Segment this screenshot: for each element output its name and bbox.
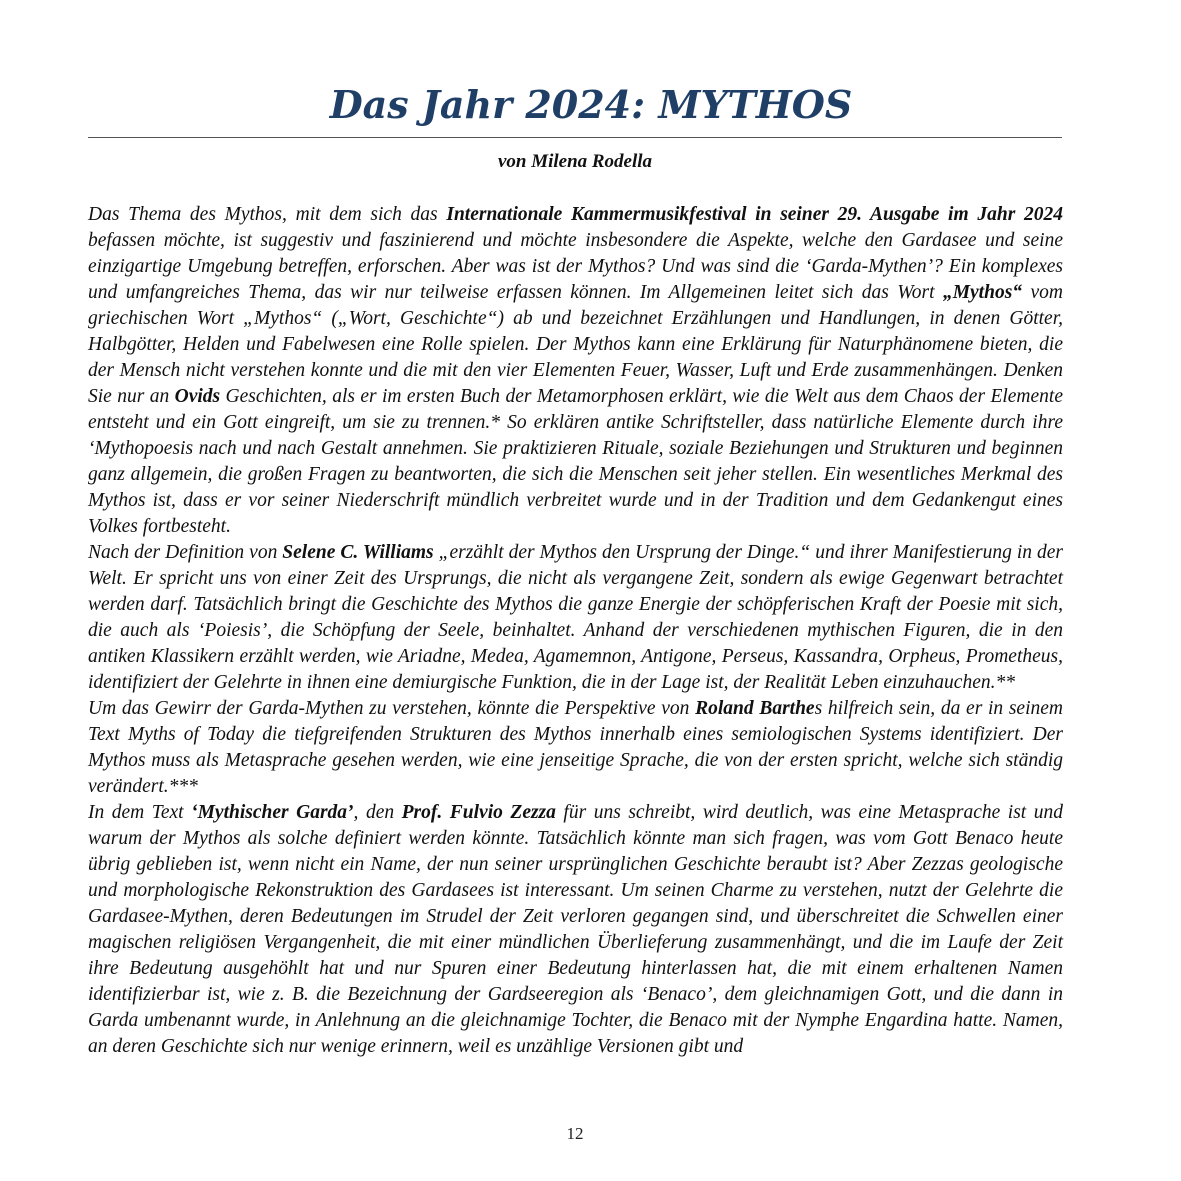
article-body (88, 202, 1063, 1060)
text-run: In dem Text (88, 802, 192, 823)
paragraph-3 (88, 696, 1063, 800)
text-run: s hilfreich sein, da er in seinem Text Myths of Today die tiefgreifenden Strukturen des Mythos innerhalb eines semiologischen Systems identifiziert. Der Mythos muss als Metasprache gesehen werden, wie eine jenseitige Sprache, die von der ersten spricht, welche sich ständig verändert.*** (88, 698, 1063, 797)
page-number: 12 (566, 1124, 584, 1143)
text-run: „erzählt der Mythos den Ursprung der Dinge.“ und ihrer Manifestierung in der Welt. Er spricht uns von einer Zeit des Ursprungs, die nicht als vergangene Zeit, sondern als ewige Gegenwart betrachtet werden darf. Tatsächlich bringt die Geschichte des Mythos die ganze Energie der schöpferischen Kraft der Poesie mit sich, die auch als ‘Poiesis’, die Schöpfung der Seele, beinhaltet. Anhand der verschiedenen mythischen Figuren, die in den antiken Klassikern erzählt werden, wie Ariadne, Medea, Agamemnon, Antigone, Perseus, Kassandra, Orpheus, Prometheus, identifiziert der Gelehrte in ihnen eine demiurgische Funktion, die in der Lage ist, der Realität Leben einzuhauchen.** (88, 542, 1063, 693)
text-run: Um das Gewirr der Garda-Mythen zu verstehen, könnte die Perspektive von (88, 698, 696, 719)
emphasis-williams: Selene C. Williams (282, 542, 434, 563)
paragraph-2 (88, 540, 1063, 696)
page-title: Das Jahr 2024: MYTHOS (329, 82, 853, 127)
emphasis-zezza: Prof. Fulvio Zezza (401, 802, 556, 823)
emphasis-mythos: „Mythos“ (942, 282, 1023, 303)
text-run: für uns schreibt, wird deutlich, was eine Metasprache ist und warum der Mythos als solche definiert werden könnte. Tatsächlich könnte man sich fragen, was vom Gott Benaco heute übrig geblieben ist, wenn nicht ein Name, der nun seiner ursprünglichen Geschichte beraubt ist? Aber Zezzas geologische und morphologische Rekonstruktion des Gardasees ist interessant. Um seinen Charme zu verstehen, nutzt der Gelehrte die Gardasee-Mythen, deren Bedeutungen im Strudel der Zeit verloren gegangen sind, und überschreitet die Schwellen einer magischen religiösen Vergangenheit, die mit einer mündlichen Überlieferung zusammenhängt, und die im Laufe der Zeit ihre Bedeutung ausgehöhlt hat und nur Spuren einer Bedeutung hinterlassen hat, die mit einem erhaltenen Namen identifizierbar ist, wie z. B. die Bezeichnung der Gardseeregion als ‘Benaco’, dem gleichnamigen Gott, und die dann in Garda umbenannt wurde, in Anlehnung an die gleichnamige Tochter, die Benaco mit der Nymphe Engardina hatte. Namen, an deren Geschichte sich nur wenige erinnern, weil es unzählige Versionen gibt und (88, 802, 1064, 1057)
emphasis-ovids: Ovids (174, 386, 221, 407)
paragraph-4 (88, 800, 1063, 1060)
text-run: Nach der Definition von (88, 542, 283, 563)
text-run: Geschichten, als er im ersten Buch der Metamorphosen erklärt, wie die Welt aus dem Chaos der Elemente entsteht und ein Gott eingreift, um sie zu trennen.* So erklären antike Schriftsteller, dass natürliche Elemente durch ihre ‘Mythopoesis nach und nach Gestalt annehmen. Sie praktizieren Rituale, soziale Beziehungen und Strukturen und beginnen ganz allgemein, die großen Fragen zu beantworten, die sich die Menschen seit jeher stellen. Ein wesentliches Merkmal des Mythos ist, dass er vor seiner Niederschrift mündlich verbreitet wurde und in der Tradition und dem Gedankengut eines Volkes fortbesteht. (88, 386, 1063, 537)
text-run: Das Thema des Mythos, mit dem sich das (88, 204, 447, 225)
text-run: , den (353, 802, 402, 823)
text-run: vom griechischen Wort „Mythos“ („Wort, Geschichte“) ab und bezeichnet Erzählungen und Handlungen, in denen Götter, Halbgötter, Helden und Fabelwesen eine Rolle spielen. Der Mythos kann eine Erklärung für Naturphänomene bieten, die der Mensch nicht verstehen konnte und die mit den vier Elementen Feuer, Wasser, Luft und Erde zusammenhängen. Denken Sie nur an (88, 282, 1063, 407)
paragraph-1 (88, 202, 1063, 540)
emphasis-mythischer-garda: ‘Mythischer Garda’ (191, 802, 354, 823)
title-divider (88, 137, 1062, 138)
emphasis-barthe: Roland Barthe (695, 698, 815, 719)
text-run: befassen möchte, ist suggestiv und faszinierend und möchte insbesondere die Aspekte, welche den Gardasee und seine einzigartige Umgebung betreffen, erforschen. Aber was ist der Mythos? Und was sind die ‘Garda-Mythen’? Ein komplexes und umfangreiches Thema, das wir nur teilweise erfassen können. Im Allgemeinen leitet sich das Wort (88, 230, 1063, 303)
author-byline: von Milena Rodella (497, 151, 653, 172)
emphasis-festival: Internationale Kammermusikfestival in seiner 29. Ausgabe im Jahr 2024 (446, 204, 1063, 225)
